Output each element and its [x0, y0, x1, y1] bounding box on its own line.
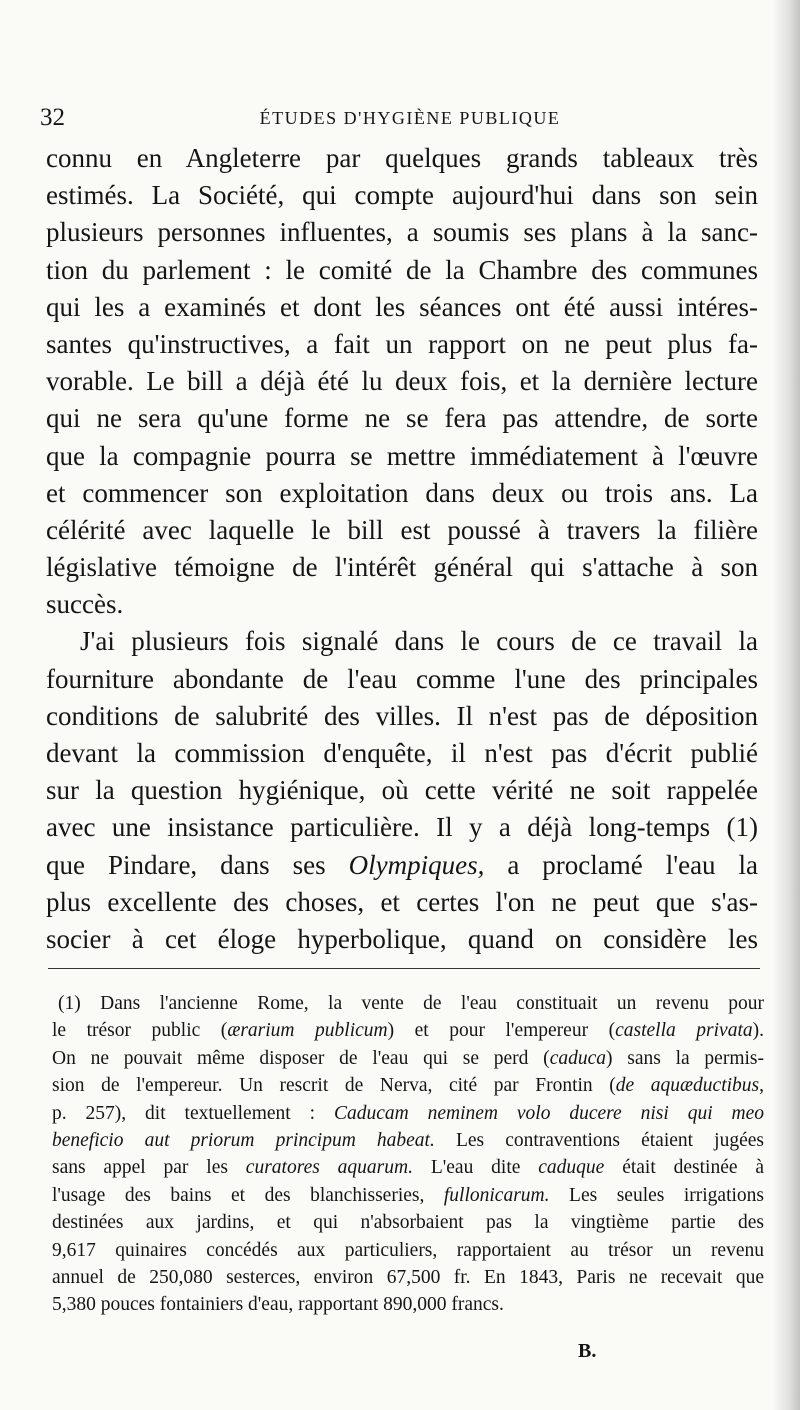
italic-run: curatores aquarum.: [245, 1157, 413, 1179]
text-run: sion de l'empereur. Un rescrit de Nerva, cité par Frontin (: [52, 1075, 616, 1097]
footnote-line: [52, 1017, 764, 1044]
footnote-line: (1) Dans l'ancienne Rome, la vente de l'eau constituait un revenu pour: [58, 993, 764, 1014]
text-run: que Pindare, dans ses: [46, 849, 326, 880]
page-header: [40, 100, 760, 136]
text-run: le trésor public (: [52, 1020, 228, 1042]
text-line: qui ne sera qu'une forme ne se fera pas attendre, de sorte: [46, 403, 758, 434]
italic-run: beneficio aut priorum principum habeat.: [52, 1129, 435, 1151]
text-run: p. 257), dit textuellement :: [52, 1102, 316, 1124]
italic-run: castella privata: [615, 1020, 753, 1042]
text-run: ) sans la permis-: [606, 1047, 764, 1069]
text-line: tion du parlement : le comité de la Chambre des communes: [46, 254, 758, 285]
text-line: législative témoigne de l'intérêt général qui s'attache à son: [46, 552, 758, 583]
footnote-line: 9,617 quinaires concédés aux particuliers, rapportaient au trésor un revenu: [52, 1239, 764, 1261]
text-line: plus excellente des choses, et certes l'on ne peut que s'as-: [46, 886, 758, 917]
text-line: qui les a examinés et dont les séances ont été aussi intéres-: [46, 291, 758, 322]
text-line: succès.: [46, 589, 124, 620]
text-line: et commencer son exploitation dans deux ou trois ans. La: [46, 477, 758, 508]
text-line: estimés. La Société, qui compte aujourd'hui dans son sein: [46, 180, 758, 211]
italic-run: caduque: [538, 1157, 605, 1179]
footnote-line: [52, 1127, 764, 1154]
italic-run: caduca: [549, 1047, 606, 1069]
text-run: On ne pouvait même disposer de l'eau qui se perd (: [52, 1047, 550, 1069]
italic-run: Caducam neminem volo ducere nisi qui meo: [333, 1102, 764, 1124]
text-run: Les seules irrigations: [569, 1184, 764, 1206]
italic-run: ærarium publicum: [227, 1020, 388, 1042]
text-run: était destinée à: [622, 1157, 764, 1179]
text-line: socier à cet éloge hyperbolique, quand on considère les: [46, 923, 758, 954]
footnote-line: destinées aux jardins, et qui n'absorbaient pas la vingtième partie des: [52, 1212, 764, 1234]
footnote-line: annuel de 250,080 sesterces, environ 67,500 fr. En 1843, Paris ne recevait que: [52, 1266, 764, 1288]
text-line: connu en Angleterre par quelques grands tableaux très: [46, 143, 758, 173]
footnote-signature: B.: [578, 1340, 597, 1362]
text-run: a proclamé l'eau la: [507, 849, 758, 880]
text-line: que la compagnie pourra se mettre immédiatement à l'œuvre: [46, 440, 758, 471]
footnote-line: 5,380 pouces fontainiers d'eau, rapportant 890,000 francs.: [52, 1294, 504, 1316]
text-line: conditions de salubrité des villes. Il n'est pas de déposition: [46, 700, 758, 731]
text-line: santes qu'instructives, a fait un rapport on ne peut plus fa-: [46, 328, 758, 359]
text-line: devant la commission d'enquête, il n'est pas d'écrit publié: [46, 738, 758, 768]
text-line: sur la question hygiénique, où cette vérité ne soit rappelée: [46, 775, 758, 806]
text-line: avec une insistance particulière. Il y a déjà long-temps (1): [46, 812, 758, 843]
text-line: fourniture abondante de l'eau comme l'une des principales: [46, 663, 758, 694]
text-run: ) et pour l'empereur (: [387, 1020, 616, 1042]
text-run: ).: [752, 1020, 764, 1042]
footnote-line: [52, 1182, 764, 1209]
running-head: ÉTUDES D'HYGIÈNE PUBLIQUE: [259, 108, 561, 128]
text-run: l'usage des bains et des blanchisseries,: [52, 1184, 425, 1206]
page-number: 32: [40, 104, 65, 131]
text-line: célérité avec laquelle le bill est poussé à travers la filière: [46, 514, 758, 545]
text-run: Les contraventions étaient jugées: [455, 1129, 764, 1151]
footnote-line: [52, 1100, 764, 1127]
footnote-line: [52, 1072, 764, 1099]
footnote-line: [52, 1154, 764, 1181]
footnote-rule: [48, 968, 760, 969]
text-run: ,: [759, 1075, 764, 1097]
main-text: [46, 140, 758, 958]
footnote-line: [52, 1045, 764, 1072]
footnote: [52, 990, 764, 1319]
text-run: sans appel par les: [52, 1157, 228, 1179]
text-line: plusieurs personnes influentes, a soumis ses plans à la sanc-: [46, 217, 758, 248]
text-line-pindare: [46, 847, 758, 884]
text-run: L'eau dite: [430, 1157, 521, 1179]
page-edge-shadow: [772, 0, 800, 1410]
text-line: J'ai plusieurs fois signalé dans le cours de ce travail la: [80, 626, 758, 657]
italic-run: fullonicarum.: [443, 1184, 550, 1206]
italic-title: Olympiques,: [348, 849, 485, 880]
text-line: vorable. Le bill a déjà été lu deux fois, et la dernière lecture: [46, 366, 758, 397]
italic-run: de aquæductibus: [615, 1075, 760, 1097]
